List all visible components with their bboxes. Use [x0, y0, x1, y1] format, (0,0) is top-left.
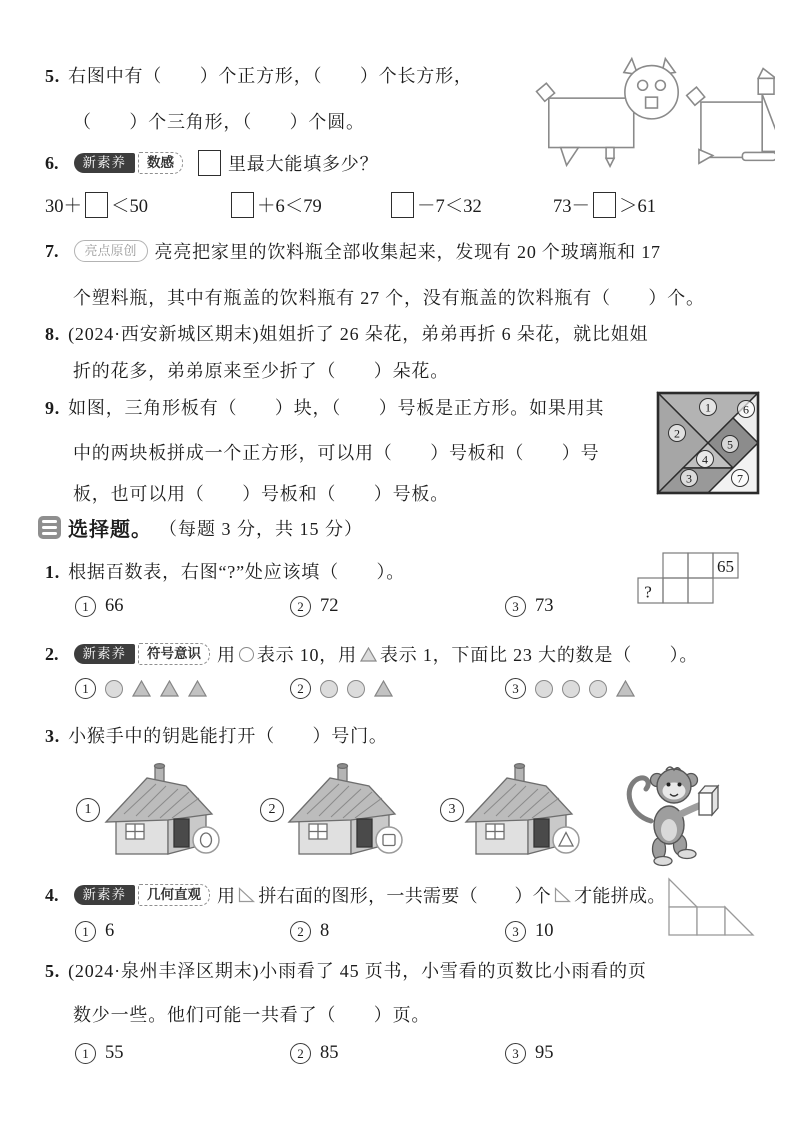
tangram-number: 5 — [727, 437, 733, 452]
question-text: 板，也可以用（ ）号板和（ ）号板。 — [73, 484, 449, 504]
choice-5-option-3 — [505, 1043, 554, 1064]
option-marker: 3 — [505, 596, 526, 617]
choice-2-text — [45, 641, 698, 667]
question-7-line2 — [73, 284, 705, 310]
question-text: 中的两块板拼成一个正方形，可以用（ ）号板和（ ）号 — [73, 443, 600, 463]
right-triangle-icon — [238, 887, 255, 903]
question-text: 数少一些。他们可能一共看了（ ）页。 — [73, 1005, 431, 1025]
choice-2-option-1 — [75, 678, 207, 699]
house-figure-2 — [283, 762, 408, 867]
pig-leg-rect — [606, 148, 614, 159]
choice-4-option-2 — [290, 921, 329, 942]
choice-4-option-1 — [75, 921, 114, 942]
question-text: 根据百数表，右图“?”处应该填（ ）。 — [68, 562, 406, 582]
tangram-number: 1 — [705, 400, 711, 415]
question-text: 表示 10，用 — [256, 645, 357, 665]
blank-box — [391, 192, 414, 218]
tangram-figure — [647, 391, 769, 495]
tangram-number: 4 — [702, 452, 708, 467]
option-label: 55 — [105, 1043, 124, 1063]
question-9-line2 — [73, 439, 599, 465]
right-triangle-icon — [554, 887, 571, 903]
monkey-arm — [679, 805, 701, 815]
monkey-eye — [678, 783, 682, 787]
choice-5-option-2 — [290, 1043, 339, 1064]
new-literacy-badge: 新素养 — [74, 644, 136, 665]
pig-leg-triangle — [561, 148, 579, 166]
triangle-shape-icon — [160, 680, 179, 697]
equation-left: 73－ — [553, 197, 591, 217]
triangle-assembly-figure — [666, 876, 758, 938]
animal-ear-triangle — [758, 69, 775, 79]
pig-eye-circle — [655, 80, 665, 90]
choice-3-text — [45, 722, 388, 748]
question-7-line1 — [45, 238, 661, 264]
shape-animals-figure — [533, 50, 775, 168]
question-number: 4. — [45, 884, 59, 905]
new-literacy-badge: 新素养 — [74, 153, 136, 174]
monkey-face — [663, 783, 686, 800]
blank-box — [593, 192, 616, 218]
number-sense-tag: 数感 — [138, 152, 183, 174]
question-5-line1 — [45, 62, 473, 88]
question-text: 折的花多，弟弟原来至少折了（ ）朵花。 — [73, 361, 449, 381]
choice-1-option-3 — [505, 596, 554, 617]
house-figure-3 — [460, 762, 585, 867]
option-marker: 2 — [290, 678, 311, 699]
blank-box — [231, 192, 254, 218]
question-9-line1 — [45, 394, 604, 420]
question-8-line1 — [45, 320, 648, 346]
cuboid-key — [699, 786, 718, 815]
triangle-shape-icon — [188, 680, 207, 697]
pig-head-circle — [625, 66, 678, 119]
question-text: 如图，三角形板有（ ）块，（ ）号板是正方形。如果用其 — [68, 398, 605, 418]
question-5-line2 — [73, 108, 365, 134]
question-number: 6. — [45, 152, 59, 173]
section-3-header — [38, 513, 363, 542]
question-9-line3 — [73, 480, 449, 506]
option-label: 73 — [535, 596, 554, 616]
question-text: 表示 1，下面比 23 大的数是（ ）。 — [379, 645, 699, 665]
equation-right: －7＜32 — [417, 197, 482, 217]
hundred-chart-figure — [636, 551, 768, 607]
section-score: （每题 3 分，共 15 分） — [159, 518, 363, 539]
option-marker: 1 — [75, 678, 96, 699]
choice-5-line1 — [45, 957, 647, 983]
house-marker-1: 1 — [76, 798, 100, 822]
question-text: 才能拼成。 — [574, 886, 666, 906]
option-marker: 2 — [290, 1043, 311, 1064]
pig-body-rect — [549, 98, 634, 147]
pig-nose-square — [646, 97, 658, 108]
option-marker: 1 — [75, 1043, 96, 1064]
house-marker-2: 2 — [260, 798, 284, 822]
equation-left: 30＋ — [45, 197, 83, 217]
question-number: 5. — [45, 66, 61, 86]
question-number: 7. — [45, 240, 59, 261]
choice-2-option-2 — [290, 678, 393, 699]
geometric-intuition-tag: 几何直观 — [138, 884, 210, 906]
choice-1-option-2 — [290, 596, 339, 617]
section-title: 选择题。 — [68, 519, 152, 541]
choice-1-option-1 — [75, 596, 124, 617]
option-label: 8 — [320, 921, 330, 941]
circle-shape-icon — [320, 680, 338, 698]
question-text: (2024·泉州丰泽区期末)小雨看了 45 页书，小雪看的页数比小雨看的页 — [68, 961, 647, 981]
question-number: 5. — [45, 961, 61, 981]
symbol-awareness-tag: 符号意识 — [138, 643, 210, 665]
section-three-icon — [38, 516, 61, 539]
blank-box — [198, 150, 221, 176]
equation-1 — [45, 192, 148, 218]
equation-3 — [388, 192, 482, 218]
circle-shape-icon — [589, 680, 607, 698]
question-text: 用 — [217, 886, 236, 906]
tangram-number: 6 — [743, 402, 749, 417]
option-marker: 1 — [75, 596, 96, 617]
monkey-belly — [661, 819, 677, 841]
monkey-eye — [667, 783, 671, 787]
circle-shape-icon — [239, 647, 254, 662]
equation-4 — [553, 192, 656, 218]
option-label: 95 — [535, 1043, 554, 1063]
house-marker-3: 3 — [440, 798, 464, 822]
choice-4-text — [45, 882, 666, 908]
choice-1-text — [45, 558, 405, 584]
equation-right: ＜50 — [111, 197, 149, 217]
option-label: 72 — [320, 596, 339, 616]
animal-head-square — [758, 78, 774, 94]
question-6-line1 — [45, 150, 378, 176]
question-text: 用 — [217, 645, 236, 665]
choice-2-option-3 — [505, 678, 635, 699]
option-label: 10 — [535, 921, 554, 941]
circle-shape-icon — [105, 680, 123, 698]
monkey-figure — [617, 753, 729, 871]
circle-shape-icon — [535, 680, 553, 698]
option-label: 6 — [105, 921, 115, 941]
monkey-foot — [678, 850, 696, 859]
option-marker: 2 — [290, 921, 311, 942]
option-marker: 3 — [505, 921, 526, 942]
question-number: 3. — [45, 726, 61, 746]
pig-leg-tip-triangle — [606, 158, 614, 166]
question-text: 亮亮把家里的饮料瓶全部收集起来，发现有 20 个玻璃瓶和 17 — [154, 242, 661, 262]
animal-foot-rect — [742, 152, 775, 160]
option-label: 85 — [320, 1043, 339, 1063]
question-number: 9. — [45, 398, 61, 418]
question-text: 拼右面的图形，一共需要（ ）个 — [258, 886, 552, 906]
monkey-tail — [629, 778, 651, 821]
question-number: 8. — [45, 324, 61, 344]
question-number: 1. — [45, 562, 61, 582]
house-figure-1 — [100, 762, 225, 867]
door-square-shape — [383, 835, 395, 846]
option-marker: 2 — [290, 596, 311, 617]
option-marker: 3 — [505, 678, 526, 699]
equation-right: ＞61 — [619, 197, 657, 217]
question-text: 里最大能填多少？ — [228, 154, 379, 174]
animal-back-triangle — [762, 94, 775, 151]
new-literacy-badge: 新素养 — [74, 885, 136, 906]
option-marker: 1 — [75, 921, 96, 942]
option-marker: 3 — [505, 1043, 526, 1064]
question-number: 2. — [45, 643, 59, 664]
choice-5-line2 — [73, 1001, 430, 1027]
triangle-shape-icon — [360, 647, 377, 662]
equation-2 — [228, 192, 322, 218]
circle-shape-icon — [347, 680, 365, 698]
pig-eye-circle — [638, 80, 648, 90]
grid-value: 65 — [717, 557, 734, 576]
choice-5-option-1 — [75, 1043, 124, 1064]
question-text: 小猴手中的钥匙能打开（ ）号门。 — [68, 726, 388, 746]
blank-box — [85, 192, 108, 218]
tangram-number: 2 — [674, 426, 680, 441]
triangle-shape-icon — [616, 680, 635, 697]
equation-right: ＋6＜79 — [257, 197, 322, 217]
option-label: 66 — [105, 596, 124, 616]
question-text: （ ）个三角形，（ ）个圆。 — [73, 112, 365, 132]
monkey-foot — [654, 857, 672, 866]
grid-question-mark: ? — [644, 582, 652, 602]
tangram-number: 7 — [737, 471, 743, 486]
question-text: 右图中有（ ）个正方形，（ ）个长方形， — [68, 66, 473, 86]
question-8-line2 — [73, 357, 449, 383]
door-oval-shape — [201, 833, 212, 847]
question-text: (2024·西安新城区期末)姐姐折了 26 朵花，弟弟再折 6 朵花，就比姐姐 — [68, 324, 649, 344]
question-text: 个塑料瓶，其中有瓶盖的饮料瓶有 27 个，没有瓶盖的饮料瓶有（ ）个。 — [73, 288, 705, 308]
circle-shape-icon — [562, 680, 580, 698]
tangram-number: 3 — [686, 471, 692, 486]
choice-4-option-3 — [505, 921, 554, 942]
triangle-shape-icon — [374, 680, 393, 697]
triangle-shape-icon — [132, 680, 151, 697]
animal-body-square — [701, 102, 762, 157]
original-highlight-badge: 亮点原创 — [74, 240, 148, 262]
